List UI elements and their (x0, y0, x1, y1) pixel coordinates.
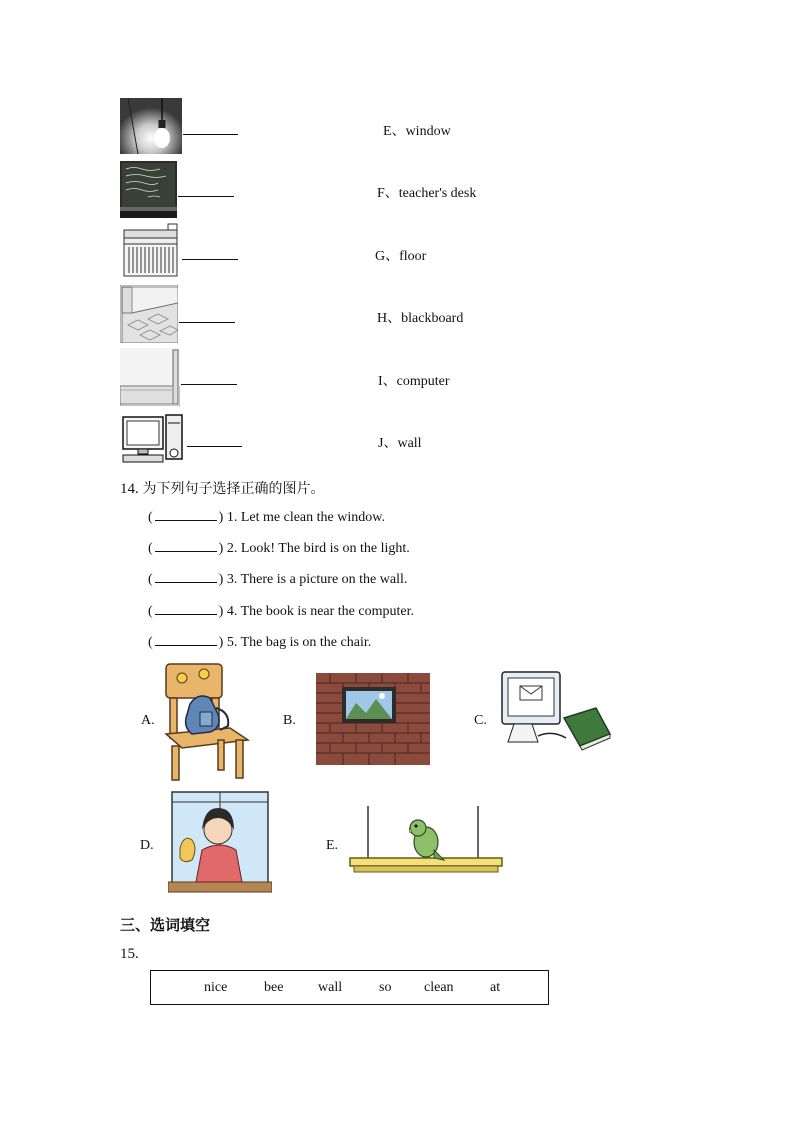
option-word: teacher's desk (398, 186, 477, 201)
paren-close: ) (218, 572, 224, 587)
option-word: floor (399, 249, 427, 264)
option-letter: J (378, 436, 384, 451)
option-e (383, 120, 451, 140)
option-label-c: C. (474, 713, 487, 728)
paren-close: ) (218, 635, 224, 650)
sentence-text: 5. The bag is on the chair. (226, 635, 372, 650)
sentence-4 (148, 604, 414, 620)
answer-blank[interactable] (181, 384, 237, 385)
paren-close: ) (218, 510, 224, 525)
answer-blank[interactable] (183, 134, 238, 135)
answer-blank[interactable] (179, 322, 235, 323)
paren-open: ( (148, 510, 153, 525)
option-word: wall (397, 436, 422, 451)
question-15-number: 15. (120, 946, 139, 962)
floor-picture (120, 285, 178, 343)
sentence-text: 2. Look! The bird is on the light. (226, 541, 410, 556)
girl-cleaning-window-picture (168, 790, 272, 894)
option-j (378, 432, 422, 452)
paren-open: ( (148, 635, 153, 650)
option-h (377, 307, 463, 327)
answer-blank[interactable] (155, 510, 217, 521)
computer-and-book-picture (498, 668, 612, 752)
paren-open: ( (148, 572, 153, 587)
option-label-a: A. (141, 713, 155, 728)
sentence-5 (148, 635, 371, 651)
teachers-desk-picture (120, 222, 181, 278)
option-word: blackboard (401, 311, 464, 326)
option-g (375, 245, 426, 265)
sentence-2 (148, 541, 410, 557)
word-bank-box (150, 970, 549, 1005)
option-letter: G (375, 249, 386, 264)
sentence-text: 1. Let me clean the window. (226, 510, 385, 525)
question-number: 14. (120, 481, 139, 497)
word-bank-item: clean (424, 980, 454, 995)
question-14-heading (120, 478, 325, 498)
bird-on-light-picture (346, 806, 506, 882)
separator: 、 (383, 436, 398, 451)
computer-picture (120, 413, 186, 465)
paren-close: ) (218, 604, 224, 619)
blackboard-picture (120, 161, 177, 218)
question-prompt: 为下列句子选择正确的图片。 (142, 481, 325, 497)
word-bank-item: wall (318, 980, 343, 995)
option-label-b: B. (283, 713, 296, 728)
sentence-text: 3. There is a picture on the wall. (226, 572, 408, 587)
answer-blank[interactable] (155, 635, 217, 646)
sentence-1 (148, 510, 385, 526)
option-word: computer (396, 374, 450, 389)
sentence-text: 4. The book is near the computer. (226, 604, 414, 619)
option-f (377, 182, 476, 202)
wall-picture (120, 348, 180, 406)
separator: 、 (387, 311, 402, 326)
word-bank-item: so (379, 980, 392, 995)
option-letter: I (378, 374, 383, 389)
answer-blank[interactable] (155, 604, 217, 615)
answer-blank[interactable] (178, 196, 234, 197)
separator: 、 (385, 249, 400, 264)
paren-open: ( (148, 604, 153, 619)
separator: 、 (391, 124, 406, 139)
answer-blank[interactable] (187, 446, 242, 447)
section-title: 三、选词填空 (120, 916, 211, 934)
word-bank-item: nice (204, 980, 228, 995)
light-bulb-picture (120, 98, 182, 154)
separator: 、 (382, 374, 397, 389)
picture-on-brick-wall-picture (316, 673, 430, 765)
answer-blank[interactable] (155, 541, 217, 552)
option-word: window (405, 124, 451, 139)
option-label-e: E. (326, 838, 339, 853)
option-letter: E (383, 124, 392, 139)
paren-open: ( (148, 541, 153, 556)
separator: 、 (384, 186, 399, 201)
word-bank-item: bee (264, 980, 284, 995)
sentence-3 (148, 572, 407, 588)
option-label-d: D. (140, 838, 154, 853)
chair-with-bag-picture (160, 660, 252, 782)
answer-blank[interactable] (155, 572, 217, 583)
word-bank-item: at (490, 980, 501, 995)
paren-close: ) (218, 541, 224, 556)
answer-blank[interactable] (182, 259, 238, 260)
option-i (378, 370, 450, 390)
option-letter: H (377, 311, 388, 326)
option-letter: F (377, 186, 385, 201)
